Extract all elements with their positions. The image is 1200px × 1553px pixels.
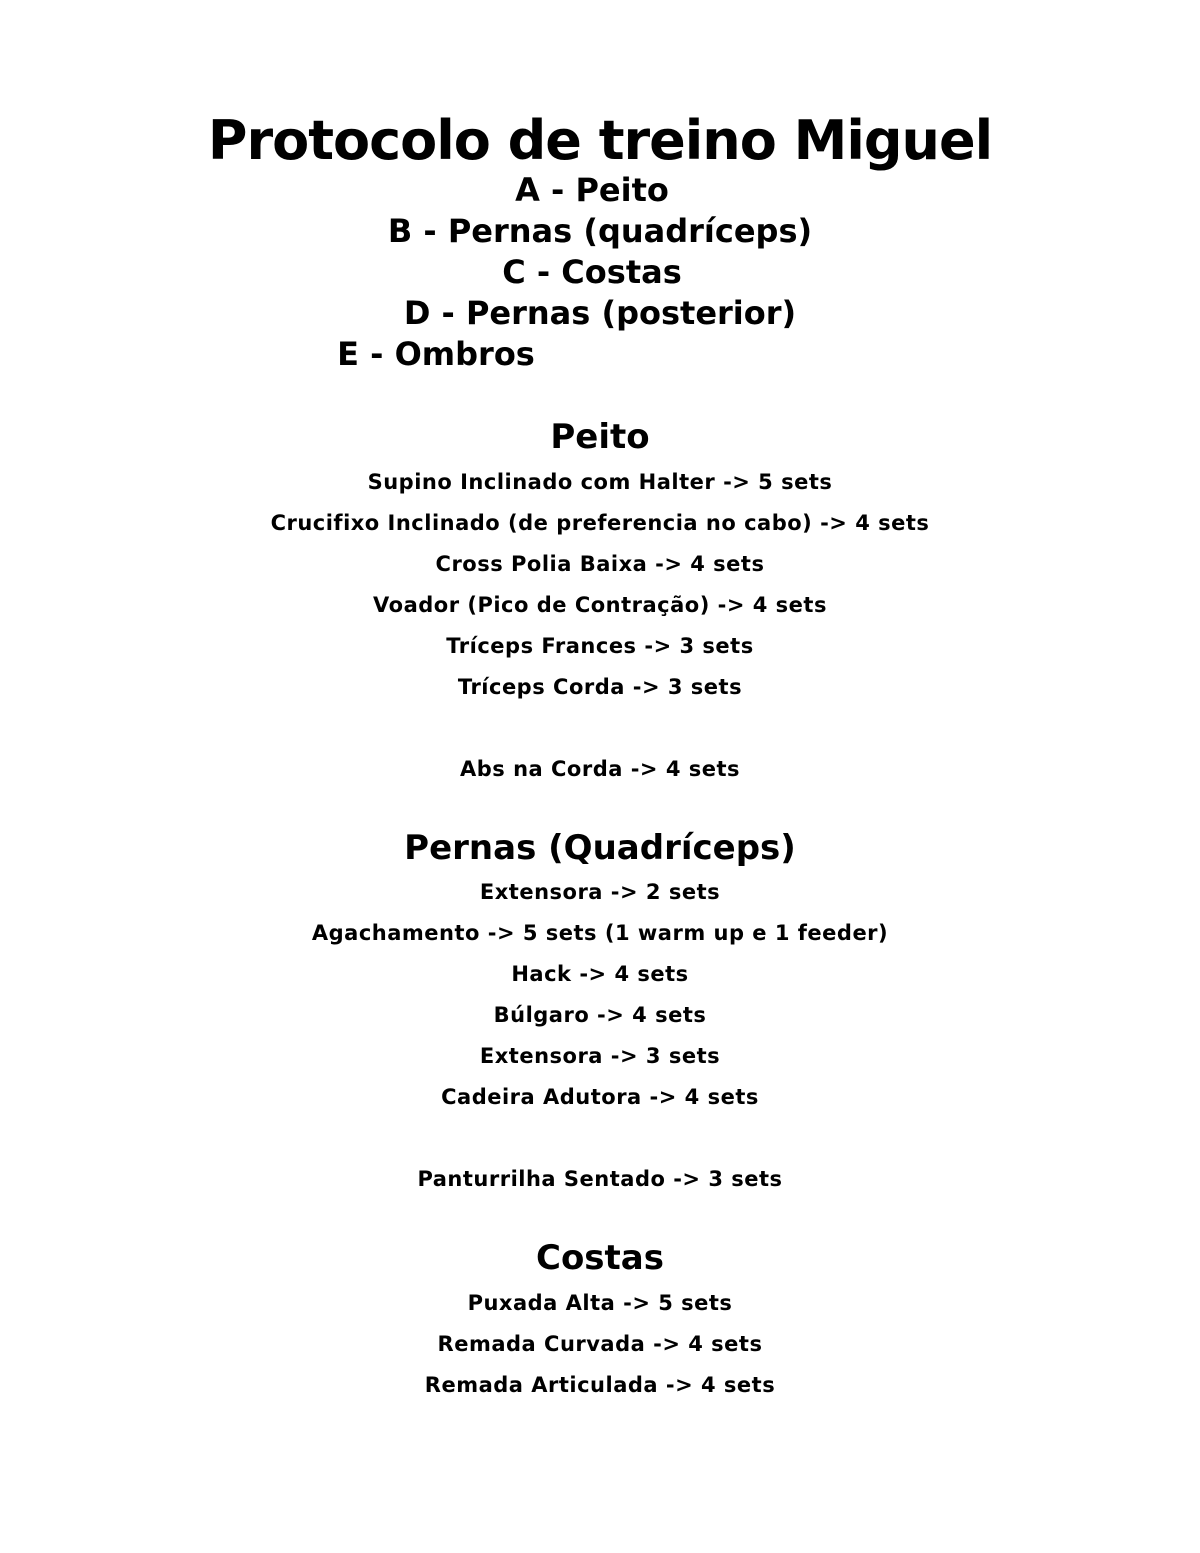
- exercise-item: Tríceps Corda -> 3 sets: [457, 675, 743, 699]
- exercise-item: Extensora -> 3 sets: [479, 1044, 721, 1068]
- section-heading-pernas-quadriceps: Pernas (Quadríceps): [404, 828, 796, 868]
- exercise-item: Crucifixo Inclinado (de preferencia no cabo) -> 4 sets: [270, 511, 930, 535]
- document-title: Protocolo de treino Miguel: [207, 109, 993, 172]
- exercise-item: Hack -> 4 sets: [511, 962, 689, 986]
- section-heading-peito: Peito: [550, 417, 650, 457]
- section-heading-costas: Costas: [536, 1238, 664, 1278]
- plan-item-b: B - Pernas (quadríceps): [387, 212, 813, 250]
- plan-item-d: D - Pernas (posterior): [403, 294, 797, 332]
- plan-item-e: E - Ombros: [337, 335, 535, 373]
- plan-item-c: C - Costas: [502, 253, 682, 291]
- exercise-item: Tríceps Frances -> 3 sets: [446, 634, 754, 658]
- exercise-item: Voador (Pico de Contração) -> 4 sets: [373, 593, 827, 617]
- exercise-item: Agachamento -> 5 sets (1 warm up e 1 feeder): [311, 921, 889, 945]
- exercise-item: Cross Polia Baixa -> 4 sets: [435, 552, 765, 576]
- exercise-item-calf: Panturrilha Sentado -> 3 sets: [417, 1167, 783, 1191]
- exercise-item: Remada Articulada -> 4 sets: [424, 1373, 776, 1397]
- exercise-item: Extensora -> 2 sets: [479, 880, 721, 904]
- exercise-item: Supino Inclinado com Halter -> 5 sets: [367, 470, 833, 494]
- exercise-item: Cadeira Adutora -> 4 sets: [441, 1085, 759, 1109]
- exercise-item: Puxada Alta -> 5 sets: [467, 1291, 733, 1315]
- exercise-item: Remada Curvada -> 4 sets: [437, 1332, 763, 1356]
- exercise-item-abs: Abs na Corda -> 4 sets: [459, 757, 741, 781]
- exercise-item: Búlgaro -> 4 sets: [493, 1003, 707, 1027]
- plan-item-a: A - Peito: [515, 171, 669, 209]
